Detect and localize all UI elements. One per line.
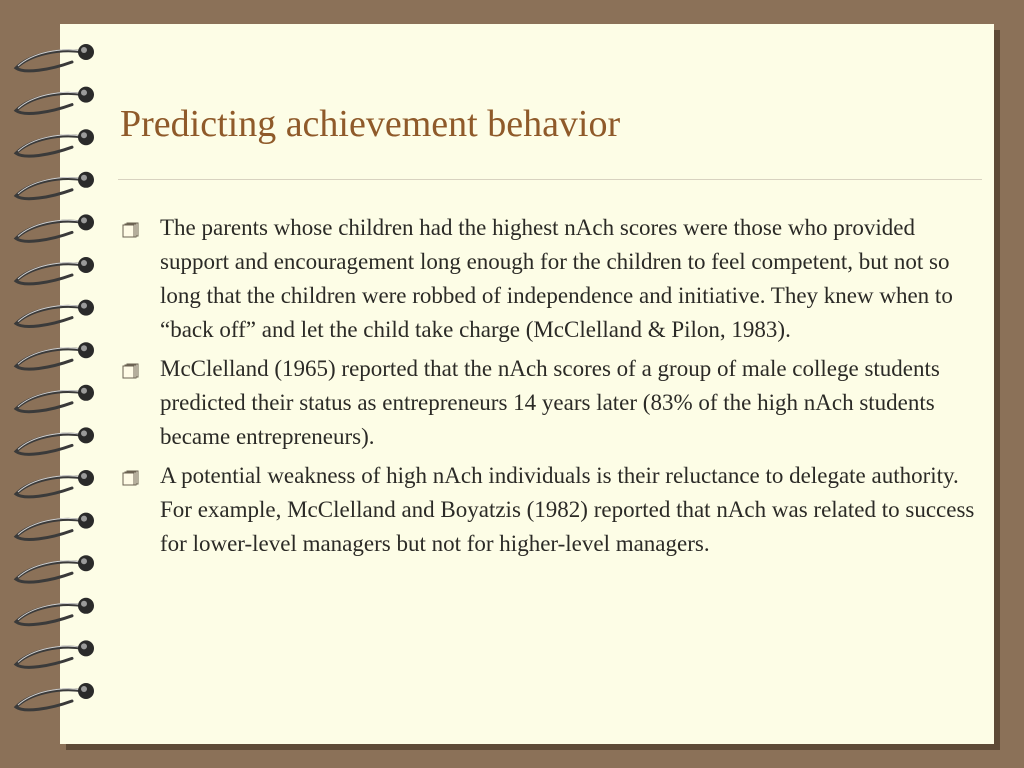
spiral-ring (16, 683, 94, 710)
bullet-text: The parents whose children had the highest nAch scores were those who provided support and encouragement long enough for the children to feel competent, but not so long that the children were robbed of independence and initiative. They knew when to “back off” and let the child take charge (McClelland & Pilon, 1983). (160, 215, 953, 342)
spiral-ring (16, 172, 94, 199)
title-divider (118, 179, 982, 180)
bullet-text: A potential weakness of high nAch individuals is their reluctance to delegate authority. For example, McClelland and Boyatzis (1982) reported that nAch was related to success for lower-level managers but not for higher-level managers. (160, 463, 975, 556)
spiral-ring (16, 300, 94, 327)
spiral-ring (16, 513, 94, 540)
spiral-binding-icon (0, 0, 110, 768)
bullet-item (118, 211, 978, 347)
spiral-ring (16, 555, 94, 582)
spiral-ring (16, 44, 94, 71)
spiral-ring (16, 470, 94, 497)
bullet-item (118, 352, 978, 454)
spiral-ring (16, 385, 94, 412)
slide-title: Predicting achievement behavior (120, 103, 621, 145)
spiral-ring (16, 257, 94, 284)
spiral-ring (16, 129, 94, 156)
notebook-pages-icon (122, 470, 140, 486)
spiral-ring (16, 342, 94, 369)
bullet-list (118, 211, 978, 566)
notebook-pages-icon (122, 222, 140, 238)
bullet-item (118, 459, 978, 561)
spiral-ring (16, 214, 94, 241)
spiral-ring (16, 640, 94, 667)
spiral-ring (16, 427, 94, 454)
notebook-pages-icon (122, 363, 140, 379)
notebook-page (60, 24, 994, 744)
bullet-text: McClelland (1965) reported that the nAch scores of a group of male college students predicted their status as entrepreneurs 14 years later (83% of the high nAch students became entrepreneurs). (160, 356, 940, 449)
spiral-ring (16, 598, 94, 625)
spiral-ring (16, 87, 94, 114)
